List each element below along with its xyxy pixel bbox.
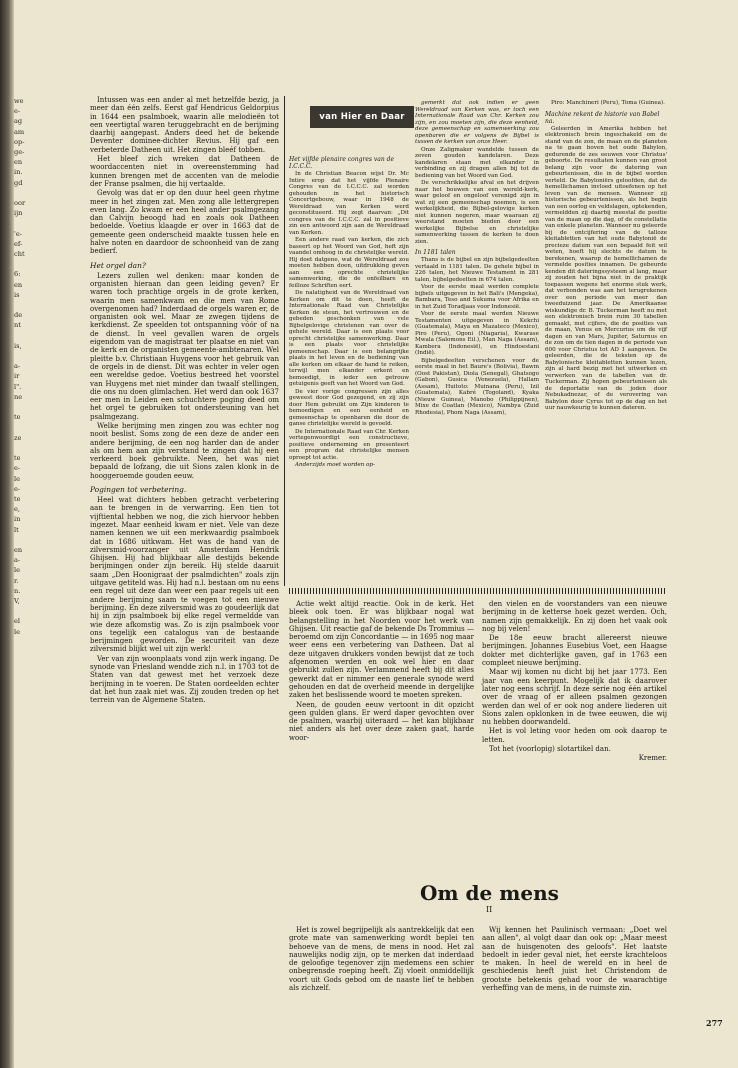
margin-fragment: is [14, 290, 20, 299]
margin-fragment: e- [14, 484, 21, 493]
paragraph: Thans is de bijbel en zijn bijbelgedeelten vertaald in 1181 talen. De gehele bijbel in 226 talen, het Nieuwe Testament in 281 talen, bijbelgedeelten in 674 talen. [415, 257, 539, 283]
paragraph: Gevolg was dat er op den duur heel geen rhytme meer in het zingen zat. Men zong alle lettergrepen even lang. Zo kwam er een heel ander psalmgezang dan Calvijn beoogd had en zoals ook Datheen bedoelde. Voetius klaagde er over in 1663 dat de gemeente geen onderscheid maakte tussen hele en halve noten en daardoor de schoonheid van de zang bedierf. [90, 189, 279, 256]
margin-fragment: we [14, 97, 24, 105]
subheading-congres: Het vijfde plenaire congres van de I.C.C.C. [289, 156, 394, 170]
margin-fragment: am [14, 127, 25, 136]
paragraph: gemerkt dat ook indien er geen Wereldraad van Kerken was, er toch een Internationale Raad van Chr. Kerken zou zijn, en zou moeten zijn, die deze eenheid, deze gemeenschap en samenwerking zou openbaren die er volgens de Bijbel is tussen de kerken van onze Heer. [415, 100, 539, 145]
margin-fragment: te [14, 494, 21, 503]
margin-fragment: a- [14, 556, 21, 565]
paragraph: De vier vorige congressen zijn alles geweest door God gezegend, en zij zijn door Hem gebruikt om Zijn kinderen te bemoedigen en een eenheid en gemeenschap te openbaren die door de ganse christelijke wereld is gevoeld. [289, 388, 409, 427]
margin-fragment: ir [14, 372, 20, 381]
margin-fragment [14, 423, 32, 433]
subheading-pogingen: Pogingen tot verbetering. [90, 485, 187, 495]
paragraph: In de Christian Beacon wijst Dr. Mc Intire erop dat het vijfde Plenaire Congres van de I.C.C.C. zal worden gehouden in het historisch Concertgebouw, waar in 1948 de Wereldraad van Kerken werd geconstitueerd. Hij zegt daarvan: „Dit congres van de I.C.C.C. zal in positieve zin een antwoord zijn aan de Wereldraad van Kerken. [289, 171, 409, 236]
article-title: Om de mens [420, 881, 559, 905]
binding-spine [0, 0, 14, 1068]
column-om-de-mens-left [289, 926, 474, 1014]
section-divider-rule [289, 588, 667, 594]
paragraph: Piro: Manchineri (Peru), Toma (Guinea). [551, 100, 665, 106]
margin-fragment: e- [14, 107, 21, 116]
margin-fragment: l". [14, 382, 22, 391]
margin-fragment: V, [14, 596, 20, 605]
margin-fragment: op- [14, 137, 25, 146]
subheading-orgel: Het orgel dan? [90, 260, 146, 270]
margin-fragment [14, 402, 32, 412]
paragraph: Onze Zaligmaker wandelde tussen de zeven gouden kandelaren. Deze kandelaren staan met elkander in verbinding en zij dragen allen bij tot de bediening van het Woord van God. [415, 146, 539, 179]
paragraph: Geleerden in Amerika hebben het elektronisch brein ingeschakeld om de stand van de zon, de maan en de planeten na te gaan boven het oude Babylon, gedurende de zes eeuwen voor Christus' geboorte. De resultaten kunnen van groot belang zijn voor de datering van gebeurtenissen, die in de bijbel worden verteld. De Babyloniërs geloofden, dat de hemellichamen invloed uitoefenen op het leven van de mensen. Wanneer zij historische gebeurtenissen, als het begin van een oorlog en veldslagen, optekenden, vermeldden zij daarbij meestal de positie van de maan op die dag, of de constellatie van enkele planeten. Wanneer nu geleerde bij de ontcijfering van de talloze kleitabletten van het oude Babylonië de precieze datum van een bepaald feit wil weten, hoeft hij slechts de datum te berekenen, waarop de hemellichamen de vermelde posities innamen. De gebeurde kenden dit dateringssysteem al lang, maar zij zouden het bijna niet in de praktijk toepassen wegens het enorme stuk werk, dat verbonden was aan het terugrekenen over een periode van meer dan tweeduizend jaar. De Amerikaanse wiskundige dr. B. Tuckerman heeft nu met een elektronisch brein ruim 30 tabellen gemaakt, met cijfers, die de posities van de maan, Venus en Mercurius om de vijf dagen en van Mars, Jupiter, Saturnus en de zon om de tien dagen in de periode van 600 voor Christus tot AD 1 aangeven. De geleerden, die de teksten op de Babylonische kleitabletten kunnen lezen, zijn al hard bezig met het uitwerken en verwerken van de tabellen van dr. Tuckerman. Zij hopen gebeurtenissen als de deportatie van de joden door Nebukadnezar, of de verovering van Babylon door Cyrus tot op de dag en het uur nauwkeurig te kunnen dateren. [545, 125, 667, 411]
margin-fragment: el [14, 617, 21, 626]
margin-fragment: le [14, 566, 21, 575]
margin-fragment: a- [14, 362, 21, 371]
paragraph: Het is vol leting voor heden om ook daarop te letten. [482, 727, 667, 744]
margin-fragment [14, 188, 32, 198]
paragraph: Een andere raad van kerken, die zich baseert op het Woord van God, heft zijn vaandel omhoog in de christelijke wereld. Hij doet datgene, wat de Wereldraad zou moeten hebben doen, uitdrukking geven aan een oprechte christelijke samenwerking, die de onfeilbare en feilloze Schriften eert. [289, 237, 409, 289]
margin-fragment: de [14, 311, 23, 320]
margin-fragments [14, 96, 32, 637]
margin-fragment: en [14, 280, 23, 289]
paragraph: Intussen was een ander al met hetzelfde bezig, ja meer dan één zelfs. Eerst gaf Hendricus Geldorpius in 1644 een psalmboek, waarin alle melodieën tot een veertigtal waren teruggebracht en de berijming daarbij aangepast. Anders deed het de bekende Deventer dominee-dichter Revius. Hij gaf een verbeterde Datheen uit. Het zingen bleéf tobben. [90, 96, 279, 154]
paragraph: Neen, de gouden eeuw vertoont in dit opzicht geen gulden glans. Er werd daper gevochten over de psalmen, waarbij uiteraard — het kan blijkbaar niet anders als het over deze zaken gaat, harde woor- [289, 700, 474, 742]
margin-fragment: le [14, 627, 21, 636]
margin-fragment: e, [14, 505, 20, 514]
margin-fragment: ge- [14, 148, 25, 157]
margin-fragment [14, 331, 32, 341]
column-bible-languages [415, 100, 539, 580]
margin-fragment: en [14, 158, 23, 167]
margin-fragment: te [14, 454, 21, 463]
margin-fragment: ijn [14, 209, 23, 218]
paragraph: Wij kennen het Paulinisch vermaan: „Doet wel aan allen", al volgt daar dan ook op: „Maar meest aan de huisgenoten des geloofs". Het laatste bedoelt in ieder geval niet, het eerste krachteloos te maken. In heel de wereld en in heel de geschiedenis heeft juist het Christendom de grootste betekenis gehad voor de waarachtige verheffing van de mens, in de ruimste zin. [482, 926, 667, 993]
margin-fragment: lt [14, 525, 19, 534]
margin-fragment [14, 351, 32, 361]
page-number: 277 [706, 1018, 723, 1028]
paragraph: Heel wat dichters hebben getracht verbetering aan te brengen in de verwarring. Een tien tot vijftiental hebben we nog, die zich hiervoor hebben ingezet. Maar eenheid kwam er niet. Vele van deze namen kennen we uit een merkwaardig psalmboek dat in 1686 uitkwam. Het was de hand van de zilversmid-voorzanger uit Amsterdam Hendrik Ghijsen. Hij had blijkbaar alle destijds bekende berijmingen onder zijn bereik. Hij stelde daaruit saam „Den Hoonigraat der psalmdichten" zoals zijn uitgave getiteld was. Hij had n.l. bestaan om nu eens een regel uit deze dan weer een paar regels uit een andere berijming saam te voegen tot een nieuwe berijming. En deze zilversmid was zo goudeerlijk dat hij in zijn psalmboek bij elke regel vermeldde van wie deze afkomstig was. Zo is zijn psalmboek voor ons tegelijk een catalogus van de bestaande berijmingen geworden. De securiteit van deze zilversmid blijkt wel uit zijn werk! [90, 496, 279, 654]
paragraph: Welke berijming men zingen zou was echter nog nooit beslist. Soms zong de een deze de ander een andere berijming, de een nog harder dan de ander als om hem aan zijn verstand te zingen dat hij een verkeerd boek gebruikte. Neen, het was niet bepaald de lofzang, die uit Sions zalen klonk in de hooggeroemde gouden eeuw. [90, 421, 279, 480]
margin-fragment: n. [14, 586, 21, 595]
margin-fragment [14, 218, 32, 228]
paragraph: den vielen en de voorstanders van een nieuwe berijming in de ketterse hoek gezet werden. Och, namen zijn gemakkelijk. En zij doen het vaak ook nog bij velen! [482, 600, 667, 633]
column-icccc [289, 152, 409, 582]
margin-fragment [14, 443, 32, 453]
margin-fragment: nt [14, 321, 21, 330]
margin-fragment [14, 535, 32, 545]
margin-fragment: e- [14, 464, 21, 473]
author-signature: Kremer. [638, 754, 667, 763]
margin-fragment [14, 300, 32, 310]
paragraph: Lezers zullen wel denken: maar konden de organisten hieraan dan geen leiding geven? Er waren toch prachtige orgels in de grote kerken, waarin men samenkwam en die men van Rome overgenomen had? Inderdaad de orgels waren er, de organisten ook wel. Maar ze zwegen tijdens de kerkdienst. Ze speelden tot ontspanning vóór of na de dienst. In veel gevallen waren de orgels eigendom van de magistraat ter plaatse en niet van de kerk en de organisten gemeente-ambtenaren. Wel pleitte b.v. Christiaan Huygens voor het gebruik van de orgels in de dienst. Dit was echter in veler ogen een wereldse gedoe. Voetius bestreed het voorstel van Huygens met niet minder dan twaalf stellingen, die ons nu doen glimlachen. Het werd dan ook 1637 eer men in Leiden een schuchtere poging deed om het orgel te gebruiken tot ondersteuning van het psalmgezang. [90, 271, 279, 421]
column-divider [284, 96, 285, 586]
margin-fragment: te [14, 413, 21, 422]
column-kremer [482, 600, 667, 830]
paragraph: Tot het (voorlopig) slotartikel dan. [489, 745, 611, 754]
margin-fragment: oor [14, 199, 26, 208]
margin-fragment: r. [14, 576, 19, 585]
paragraph: Het is zowel begrijpelijk als aantrekkelijk dat een grote mate van samenwerking wordt beplei ten behoeve van de mens, de mens in nood. Het zal nauwelijks nodig zijn, op te merken dat inderdaad de geloofige tegenover zijn medemens een schier onbegrensde roeping heeft. Zij vloeit onmiddellijk voort uit Gods gebod om de naaste lief te hebben als zichzelf. [289, 926, 474, 993]
paragraph: Voor de eerste maal werden complete bijbels uitgegeven in het Bali's (Mengeka), Bambara, Teso and Sukuma voor Afrika en in het Zuid Toradjaas voor Indonesië. [415, 284, 539, 310]
subheading-babel: Machine rekent de historie van Babel na. [545, 110, 660, 125]
margin-fragment: ag [14, 117, 23, 126]
margin-fragment [14, 259, 32, 269]
paragraph: Het bleef zich wreken dat Datheen de woordaccenten niet in overeenstemming had kunnen brengen met de accenten van de melodie der Franse psalmen, die hij vertaalde. [90, 155, 279, 188]
paragraph: De Internationale Raad van Chr. Kerken vertegenwoordigt een constructieve, positieve onderneming en presenteert een program dat christelijke mensen oproept tot actie. [289, 428, 409, 461]
margin-fragment: le [14, 474, 21, 483]
article-numeral: II [486, 905, 493, 914]
margin-fragment: ne [14, 392, 23, 401]
paragraph: Ver van zijn woonplaats vond zijn werk ingang. De synode van Friesland wendde zich n.l. in 1703 tot de Staten van dat gewest met het verzoek deze berijming in te voeren. De Staten oordeelden echter dat het hun zaak niet was. Zij zouden treden op het terrein van de Algemene Staten. [90, 654, 279, 705]
margin-fragment: en [14, 545, 23, 554]
paragraph: De nalatigheid van de Wereldraad van Kerken om dit te doen, heeft de Internationale Raad van Christelijke Kerken de steun, het vertrouwen en de gebeden geschonken van vele Bijbelgelovige christenen van over de gehele wereld. Daar is een plaats voor oprecht christelijke samenwerking. Daar is een plaats voor christelijke gemeenschap. Daar is een belangrijke plaats in het leven en de bediening van alle kerken om elkaar de hand te reiken, terwijl men elkander erkent en bemoedigt, in ieder een getrouw getuigenis geeft van het Woord van God. [289, 290, 409, 387]
paragraph: De verschrikkelijke afval en het drijven naar het bouwen van een wereld-kerk, waar geloof en ongeloof verenigd zijn in wat zij een gemeenschap noemen, is een werkelijkheid, die Bijbel-gelovige kerken niet kunnen negeren, maar waaraan zij weerstand moeten bieden door een werkelijke Bijbelse en christelijke samenwerking tussen de kerken te doen zien. [415, 180, 539, 245]
paragraph: Voor de eerste maal werden Nieuwe Testamenten uitgegeven in Kekchi (Guatemala), Maya en Mazateco (Mexico), Piro (Peru), Ogoni (Niagaria), Kwarase Mwala (Salomons Eil.), Man Naga (Assam), Kambera (Indonesië), en Hindoestani (Indië). [415, 311, 539, 356]
margin-fragment: ef- [14, 239, 23, 248]
column-actie [289, 600, 474, 830]
margin-fragment: is, [14, 341, 22, 350]
subheading-talen: In 1181 talen [415, 249, 456, 256]
paragraph: Anderzijds moet worden op- [295, 462, 375, 468]
paragraph: Actie wekt altijd reactie. Ook in de kerk. Het bleek ook toen. Er was blijkbaar nogal wat belangstelling in het Noorden voor het werk van Ghijsen. Uit reactie gaf de bekende Ds Trommius — beroemd om zijn Concordantie — in 1695 nog maar weer eens een verbetering van Datheen. Dat al deze uitgaven drukkers vonden bewijst dat ze toch afgenomen werden en ook wel hier en daar gebruikt zullen zijn. Verlammend heeft bij dit alles gewerkt dat er nimmer een generale synode werd gehouden en dat de overheid meende in dergelijke zaken het beslissende woord te moeten spreken. [289, 600, 474, 700]
margin-fragment [14, 606, 32, 616]
margin-fragment: ze [14, 433, 22, 442]
column-babel [545, 100, 667, 584]
margin-fragment: in. [14, 168, 23, 177]
section-banner: van Hier en Daar [319, 112, 405, 122]
margin-fragment: gd [14, 178, 23, 187]
margin-fragment: cht [14, 250, 25, 259]
margin-fragment: 'e- [14, 229, 22, 238]
margin-fragment: in [14, 515, 21, 524]
paragraph: De 18e eeuw bracht allereerst nieuwe berijmingen. Johannes Eusebius Voet, een Haagse dokter met dichterlijke gaven, gaf in 1763 een compleet nieuwe berijming. [482, 634, 667, 668]
paragraph: Bijbelgedeelten verschenen voor de eerste maal in het Baure's (Bolivia), Bawm (Oost Pakistan), Diola (Senegal), Ghatsogo (Gabon), Gusica (Venezuela), Hallam (Assam), Huitoto: Muinana (Peru), Izil (Guatemala), Kabré (Togoland), Kyaka (Nieuw Guinea), Manobo (Philippijnen), Mixe de Coatlan (Mexico), Nambya (Zuid Rhodesia), Phom Naga (Assam), [415, 357, 539, 416]
paragraph: Maar wij komen nu dicht bij het jaar 1773. Een jaar van een keerpunt. Mogelijk dat ik daarover later nog eens schrijf. In deze serie nog één artikel over de vraag of er alleen psalmen gezongen werden dan wel of er ook nog andere liederen uit Sions zalen opklonken in de twee eeuwen, die wij nu hebben doorwandeld. [482, 668, 667, 727]
margin-fragment: 6: [14, 270, 21, 279]
column-om-de-mens-right [482, 926, 667, 1014]
column-psalm-history [90, 96, 279, 705]
